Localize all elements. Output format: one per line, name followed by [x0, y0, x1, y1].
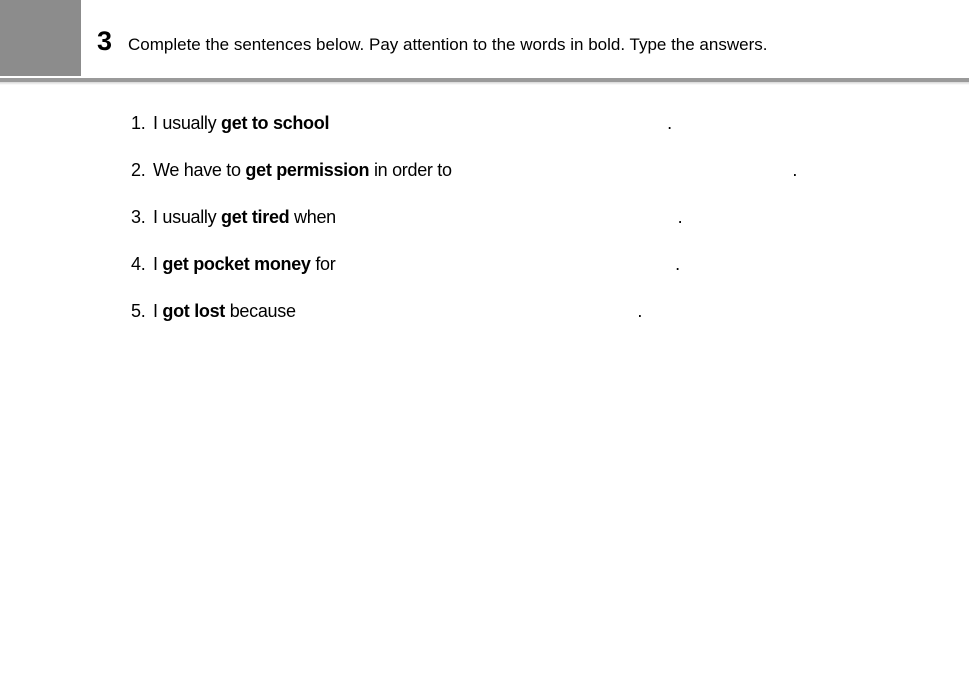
sentence-text-before: I	[153, 254, 163, 274]
sentence-number: 2.	[131, 160, 146, 180]
header-accent-block	[0, 0, 81, 76]
sentence-4	[131, 252, 680, 276]
sentence-text-after: because	[225, 301, 296, 321]
sentence-text-before: We have to	[153, 160, 246, 180]
sentence-text-before: I	[153, 301, 163, 321]
sentence-period: .	[675, 254, 680, 274]
sentence-number: 4.	[131, 254, 146, 274]
sentence-5	[131, 299, 642, 323]
sentence-bold-phrase: get pocket money	[162, 254, 311, 274]
sentence-bold-phrase: got lost	[162, 301, 225, 321]
sentence-number: 1.	[131, 113, 146, 133]
exercise-instruction: Complete the sentences below. Pay attention to the words in bold. Type the answers.	[128, 35, 768, 54]
sentence-text-after: in order to	[369, 160, 452, 180]
exercise-number: 3	[97, 26, 113, 56]
answer-input-3[interactable]	[341, 207, 678, 229]
sentence-text-before: I usually	[153, 207, 222, 227]
answer-input-2[interactable]	[456, 160, 792, 182]
sentence-period: .	[677, 207, 683, 227]
sentence-2	[131, 158, 797, 182]
sentence-text-after: when	[289, 207, 336, 227]
sentence-text-after: for	[310, 254, 336, 274]
answer-input-1[interactable]	[329, 113, 667, 135]
sentence-period: .	[667, 113, 672, 133]
answer-input-4[interactable]	[340, 254, 675, 276]
sentence-bold-phrase: get to school	[221, 113, 330, 133]
header-divider-shadow	[0, 82, 969, 85]
sentence-number: 3.	[131, 207, 146, 227]
sentence-period: .	[792, 160, 798, 180]
sentence-number: 5.	[131, 301, 146, 321]
sentence-bold-phrase: get tired	[221, 207, 290, 227]
sentence-bold-phrase: get permission	[245, 160, 370, 180]
sentence-3	[131, 205, 682, 229]
answer-input-5[interactable]	[300, 301, 637, 323]
sentence-text-before: I usually	[153, 113, 222, 133]
sentence-period: .	[637, 301, 643, 321]
sentence-1	[131, 111, 672, 135]
